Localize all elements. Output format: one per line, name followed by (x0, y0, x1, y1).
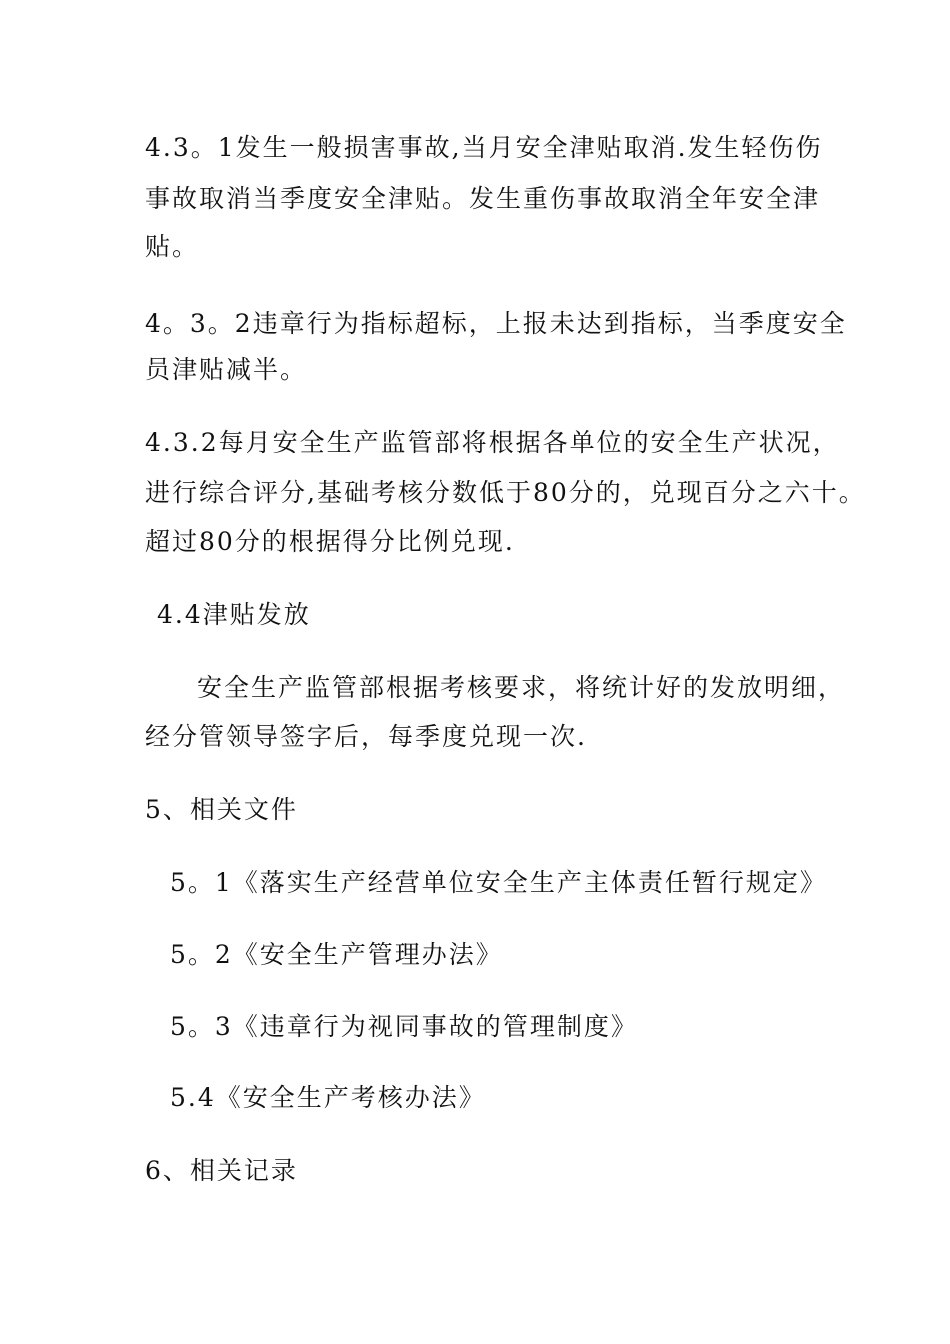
paragraph-4-3-2b-line-2: 进行综合评分,基础考核分数低于80分的，兑现百分之六十。 (145, 478, 866, 507)
paragraph-4-3-1-line-2: 事故取消当季度安全津贴。发生重伤事故取消全年安全津 (145, 184, 821, 213)
paragraph-4-3-2b-line-1: 4.3.2每月安全生产监管部将根据各单位的安全生产状况， (145, 428, 840, 457)
section-6-heading: 6、相关记录 (145, 1156, 298, 1185)
section-4-4-heading: 4.4津贴发放 (157, 600, 311, 629)
paragraph-4-3-1-line-3: 贴。 (145, 232, 200, 261)
section-4-4-line-1: 安全生产监管部根据考核要求，将统计好的发放明细， (197, 673, 846, 702)
related-document-item: 5。1《落实生产经营单位安全生产主体责任暂行规定》 (170, 868, 827, 897)
section-5-heading: 5、相关文件 (145, 795, 298, 824)
paragraph-4-3-2b-line-3: 超过80分的根据得分比例兑现. (145, 527, 515, 556)
paragraph-4-3-2a-line-2: 员津贴减半。 (145, 355, 308, 384)
related-document-item: 5.4《安全生产考核办法》 (170, 1083, 486, 1112)
section-4-4-line-2: 经分管领导签字后，每季度兑现一次. (145, 722, 587, 751)
paragraph-4-3-2a-line-1: 4。3。2违章行为指标超标，上报未达到指标，当季度安全 (145, 309, 847, 338)
related-document-item: 5。3《违章行为视同事故的管理制度》 (170, 1012, 638, 1041)
paragraph-4-3-1-line-1: 4.3。1发生一般损害事故,当月安全津贴取消.发生轻伤伤 (145, 133, 823, 162)
related-document-item: 5。2《安全生产管理办法》 (170, 940, 503, 969)
